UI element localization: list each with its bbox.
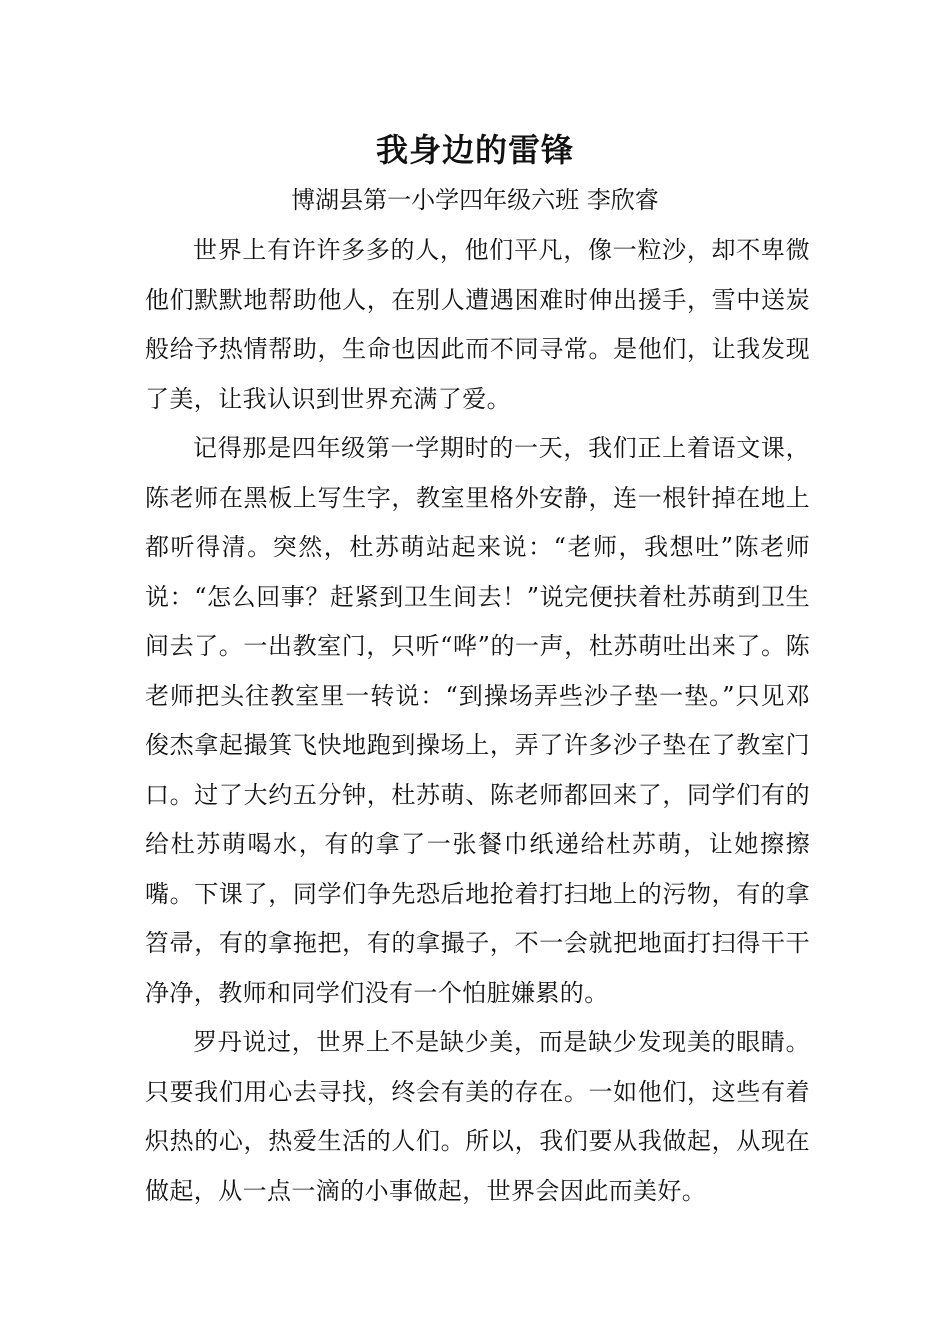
document-title: 我身边的雷锋	[375, 131, 574, 169]
paragraph-2: 记得那是四年级第一学期时的一天，我们正上着语文课，陈老师在黑板上写生字，教室里格外安静，连一根针掉在地上都听得清。突然，杜苏萌站起来说：“老师，我想吐”陈老师说：“怎么回事？赶紧到卫生间去！”说完便扶着杜苏萌到卫生间去了。一出教室门，只听“哗”的一声，杜苏萌吐出来了。陈老师把头往教室里一转说：“到操场弄些沙子垫一垫。”只见邓俊杰拿起撮箕飞快地跑到操场上，弄了许多沙子垫在了教室门口。过了大约五分钟，杜苏萌、陈老师都回来了，同学们有的给杜苏萌喝水，有的拿了一张餐巾纸递给杜苏萌，让她擦擦嘴。下课了，同学们争先恐后地抢着打扫地上的污物，有的拿笤帚，有的拿拖把，有的拿撮子，不一会就把地面打扫得干干净净，教师和同学们没有一个怕脏嫌累的。	[145, 434, 810, 1007]
document-body	[145, 226, 810, 1216]
author-byline: 博湖县第一小学四年级六班 李欣睿	[291, 186, 659, 214]
paragraph-1: 世界上有许许多多的人，他们平凡，像一粒沙，却不卑微他们默默地帮助他人，在别人遭遇困难时伸出援手，雪中送炭般给予热情帮助，生命也因此而不同寻常。是他们，让我发现了美，让我认识到世界充满了爱。	[145, 236, 810, 413]
paragraph-3: 罗丹说过，世界上不是缺少美，而是缺少发现美的眼睛。只要我们用心去寻找，终会有美的存在。一如他们，这些有着炽热的心，热爱生活的人们。所以，我们要从我做起，从现在做起，从一点一滴的小事做起，世界会因此而美好。	[145, 1028, 810, 1205]
